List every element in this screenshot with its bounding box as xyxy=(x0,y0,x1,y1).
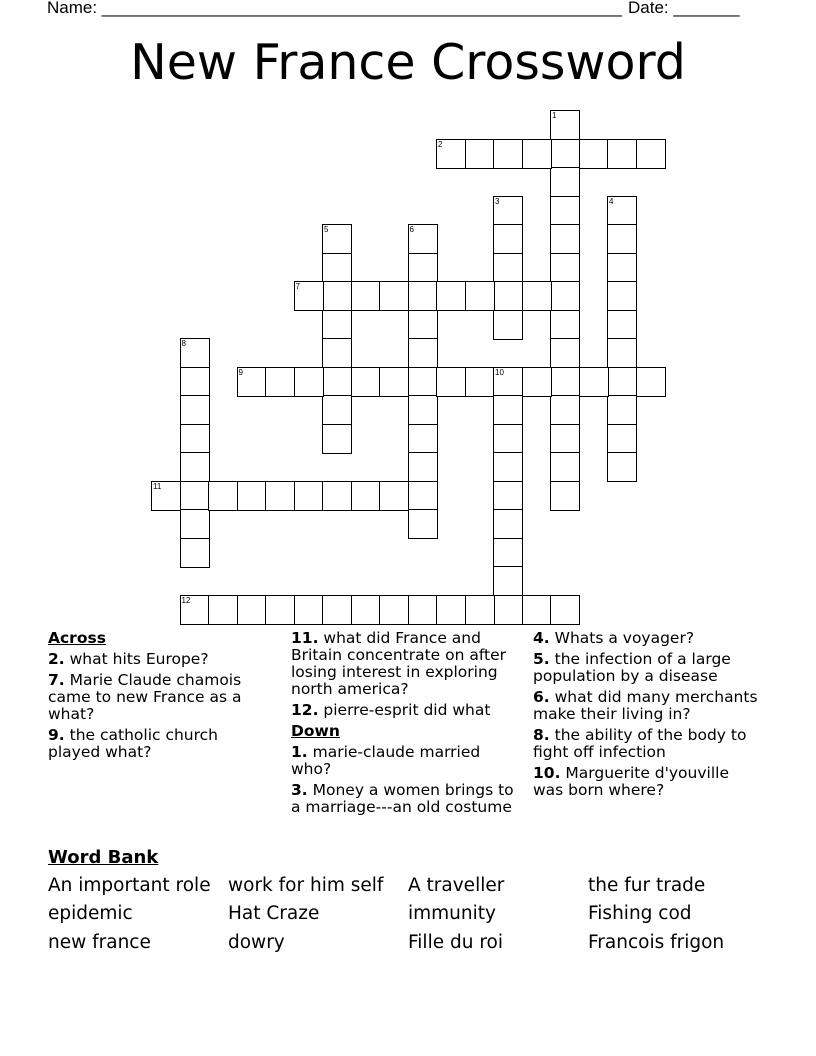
clues-column-1 xyxy=(48,630,268,765)
crossword-cell[interactable] xyxy=(351,481,381,511)
clue-text: what did many merchants make their living in? xyxy=(533,688,758,723)
cell-number: 11 xyxy=(153,481,162,491)
crossword-cell[interactable] xyxy=(351,595,381,625)
crossword-cell[interactable] xyxy=(237,595,267,625)
crossword-cell[interactable] xyxy=(322,595,352,625)
crossword-cell[interactable] xyxy=(322,367,352,397)
crossword-cell[interactable] xyxy=(408,224,438,254)
word-bank-item: Fishing cod xyxy=(588,903,692,924)
crossword-cell[interactable] xyxy=(550,395,580,425)
crossword-cell[interactable] xyxy=(550,253,580,283)
crossword-cell[interactable] xyxy=(607,452,637,482)
cell-number: 6 xyxy=(409,225,414,234)
crossword-cell[interactable] xyxy=(550,110,580,140)
crossword-cell[interactable] xyxy=(636,367,666,397)
across-clue-2 xyxy=(48,651,268,668)
clue-number: 5. xyxy=(533,650,550,668)
clue-text: Whats a voyager? xyxy=(549,629,695,647)
crossword-cell[interactable] xyxy=(579,139,609,169)
clue-number: 12. xyxy=(291,701,319,719)
clue-text: the infection of a large population by a disease xyxy=(533,650,731,685)
crossword-cell[interactable] xyxy=(493,367,523,397)
cell-number: 3 xyxy=(495,196,500,206)
crossword-cell[interactable] xyxy=(493,452,523,482)
crossword-cell[interactable] xyxy=(180,481,210,511)
down-clue-5 xyxy=(533,651,761,685)
crossword-cell[interactable] xyxy=(322,481,352,511)
crossword-cell[interactable] xyxy=(607,395,637,425)
crossword-cell[interactable] xyxy=(522,367,552,397)
crossword-cell[interactable] xyxy=(607,281,637,311)
down-clue-8 xyxy=(533,727,761,761)
crossword-cell[interactable] xyxy=(550,481,580,511)
crossword-cell[interactable] xyxy=(237,481,267,511)
crossword-cell[interactable] xyxy=(493,595,523,625)
clue-number: 10. xyxy=(533,764,561,782)
cell-number: 9 xyxy=(238,367,243,377)
crossword-cell[interactable] xyxy=(550,310,580,340)
clue-number: 3. xyxy=(291,781,308,799)
clue-text: the catholic church played what? xyxy=(48,726,218,761)
crossword-cell[interactable] xyxy=(180,367,210,397)
clue-number: 2. xyxy=(48,650,65,668)
word-bank-item: the fur trade xyxy=(588,875,706,896)
clue-number: 9. xyxy=(48,726,65,744)
crossword-cell[interactable] xyxy=(607,253,637,283)
clue-text: marie-claude married who? xyxy=(291,743,481,778)
crossword-cell[interactable] xyxy=(408,424,438,454)
crossword-cell[interactable] xyxy=(351,281,381,311)
crossword-cell[interactable] xyxy=(522,139,552,169)
crossword-cell[interactable] xyxy=(237,367,267,397)
page-title: New France Crossword xyxy=(130,34,686,91)
crossword-cell[interactable] xyxy=(294,281,324,311)
crossword-cell[interactable] xyxy=(322,395,352,425)
word-bank-item: Hat Craze xyxy=(228,903,320,924)
crossword-cell[interactable] xyxy=(607,224,637,254)
crossword-cell[interactable] xyxy=(607,424,637,454)
crossword-cell[interactable] xyxy=(550,338,580,368)
crossword-cell[interactable] xyxy=(636,139,666,169)
crossword-cell[interactable] xyxy=(351,367,381,397)
across-clue-11 xyxy=(291,630,519,698)
crossword-cell[interactable] xyxy=(322,253,352,283)
word-bank-item: A traveller xyxy=(408,875,505,896)
crossword-cell[interactable] xyxy=(493,281,523,311)
crossword-cell[interactable] xyxy=(436,281,466,311)
across-clue-12 xyxy=(291,702,519,719)
crossword-cell[interactable] xyxy=(408,310,438,340)
crossword-cell[interactable] xyxy=(294,595,324,625)
crossword-cell[interactable] xyxy=(465,367,495,397)
crossword-cell[interactable] xyxy=(322,424,352,454)
crossword-cell[interactable] xyxy=(294,481,324,511)
down-clue-10 xyxy=(533,765,761,799)
crossword-cell[interactable] xyxy=(408,595,438,625)
crossword-cell[interactable] xyxy=(465,139,495,169)
crossword-cell[interactable] xyxy=(607,196,637,226)
date-label: Date: _______ xyxy=(628,0,740,17)
clue-text: what did France and Britain concentrate on after losing interest in exploring north america? xyxy=(291,629,507,698)
word-bank-item: epidemic xyxy=(48,903,133,924)
crossword-cell[interactable] xyxy=(493,253,523,283)
crossword-cell[interactable] xyxy=(550,167,580,197)
crossword-cell[interactable] xyxy=(408,452,438,482)
crossword-cell[interactable] xyxy=(294,367,324,397)
clue-text: Marguerite d'youville was born where? xyxy=(533,764,729,799)
crossword-cell[interactable] xyxy=(408,281,438,311)
crossword-cell[interactable] xyxy=(550,196,580,226)
word-bank-item: dowry xyxy=(228,932,285,953)
clues-column-2 xyxy=(291,630,519,820)
clue-number: 4. xyxy=(533,629,550,647)
crossword-cell[interactable] xyxy=(522,281,552,311)
word-bank-item: Francois frigon xyxy=(588,932,725,953)
crossword-cell[interactable] xyxy=(180,509,210,539)
crossword-cell[interactable] xyxy=(180,452,210,482)
crossword-cell[interactable] xyxy=(493,481,523,511)
crossword-cell[interactable] xyxy=(607,139,637,169)
crossword-cell[interactable] xyxy=(550,367,580,397)
word-bank-item: new france xyxy=(48,932,151,953)
crossword-cell[interactable] xyxy=(180,424,210,454)
word-bank-item: immunity xyxy=(408,903,496,924)
crossword-cell[interactable] xyxy=(322,310,352,340)
cell-number: 10 xyxy=(495,367,504,377)
crossword-cell[interactable] xyxy=(322,338,352,368)
crossword-cell[interactable] xyxy=(436,367,466,397)
name-label: Name: _______________________________________________________ xyxy=(47,0,622,17)
crossword-cell[interactable] xyxy=(550,281,580,311)
clue-number: 8. xyxy=(533,726,550,744)
clue-text: Money a women brings to a marriage---an old costume xyxy=(291,781,514,816)
crossword-cell[interactable] xyxy=(493,224,523,254)
crossword-cell[interactable] xyxy=(550,139,580,169)
crossword-cell[interactable] xyxy=(180,595,210,625)
crossword-cell[interactable] xyxy=(322,281,352,311)
crossword-cell[interactable] xyxy=(265,595,295,625)
crossword-cell[interactable] xyxy=(493,424,523,454)
cell-number: 1 xyxy=(552,111,557,120)
cell-number: 12 xyxy=(181,595,191,605)
crossword-cell[interactable] xyxy=(493,566,523,596)
crossword-cell[interactable] xyxy=(436,595,466,625)
clue-number: 11. xyxy=(291,629,319,647)
clues-column-3 xyxy=(533,630,761,803)
word-bank-heading: Word Bank xyxy=(48,847,159,868)
cell-number: 7 xyxy=(295,282,300,291)
crossword-cell[interactable] xyxy=(408,253,438,283)
down-clue-1 xyxy=(291,744,519,778)
down-clue-4 xyxy=(533,630,761,647)
crossword-cell[interactable] xyxy=(408,509,438,539)
crossword-cell[interactable] xyxy=(550,452,580,482)
crossword-cell[interactable] xyxy=(180,395,210,425)
word-bank-item: An important role xyxy=(48,875,211,896)
across-heading: Across xyxy=(48,629,106,647)
clue-text: pierre-esprit did what xyxy=(318,701,491,719)
clue-text: Marie Claude chamois came to new France as a what? xyxy=(48,671,242,723)
crossword-cell[interactable] xyxy=(607,310,637,340)
crossword-cell[interactable] xyxy=(493,538,523,568)
crossword-cell[interactable] xyxy=(379,367,409,397)
crossword-cell[interactable] xyxy=(208,595,238,625)
crossword-cell[interactable] xyxy=(550,224,580,254)
down-clue-3 xyxy=(291,782,519,816)
crossword-cell[interactable] xyxy=(493,139,523,169)
crossword-cell[interactable] xyxy=(579,367,609,397)
crossword-cell[interactable] xyxy=(436,139,466,169)
crossword-cell[interactable] xyxy=(465,595,495,625)
clue-text: the ability of the body to fight off infection xyxy=(533,726,747,761)
crossword-cell[interactable] xyxy=(408,367,438,397)
crossword-cell[interactable] xyxy=(265,367,295,397)
cell-number: 5 xyxy=(324,225,329,234)
crossword-cell[interactable] xyxy=(379,595,409,625)
crossword-cell[interactable] xyxy=(151,481,181,511)
cell-number: 8 xyxy=(181,339,186,348)
crossword-cell[interactable] xyxy=(408,481,438,511)
cell-number: 2 xyxy=(438,139,443,149)
down-clue-6 xyxy=(533,689,761,723)
crossword-cell[interactable] xyxy=(408,338,438,368)
cell-number: 4 xyxy=(609,196,614,206)
crossword-cell[interactable] xyxy=(493,509,523,539)
crossword-cell[interactable] xyxy=(408,395,438,425)
crossword-cell[interactable] xyxy=(522,595,552,625)
crossword-cell[interactable] xyxy=(180,338,210,368)
down-heading: Down xyxy=(291,722,340,740)
crossword-cell[interactable] xyxy=(550,595,580,625)
clue-number: 6. xyxy=(533,688,550,706)
clue-number: 1. xyxy=(291,743,308,761)
crossword-cell[interactable] xyxy=(379,481,409,511)
crossword-cell[interactable] xyxy=(465,281,495,311)
word-bank-item: work for him self xyxy=(228,875,384,896)
crossword-cell[interactable] xyxy=(322,224,352,254)
crossword-cell[interactable] xyxy=(607,338,637,368)
clue-text: what hits Europe? xyxy=(64,650,209,668)
crossword-cell[interactable] xyxy=(550,424,580,454)
crossword-cell[interactable] xyxy=(265,481,295,511)
crossword-cell[interactable] xyxy=(607,367,637,397)
crossword-cell[interactable] xyxy=(379,281,409,311)
across-clue-9 xyxy=(48,727,268,761)
crossword-cell[interactable] xyxy=(493,310,523,340)
clue-number: 7. xyxy=(48,671,65,689)
crossword-cell[interactable] xyxy=(493,395,523,425)
crossword-cell[interactable] xyxy=(208,481,238,511)
crossword-cell[interactable] xyxy=(180,538,210,568)
crossword-cell[interactable] xyxy=(493,196,523,226)
word-bank-item: Fille du roi xyxy=(408,932,503,953)
across-clue-7 xyxy=(48,672,268,723)
